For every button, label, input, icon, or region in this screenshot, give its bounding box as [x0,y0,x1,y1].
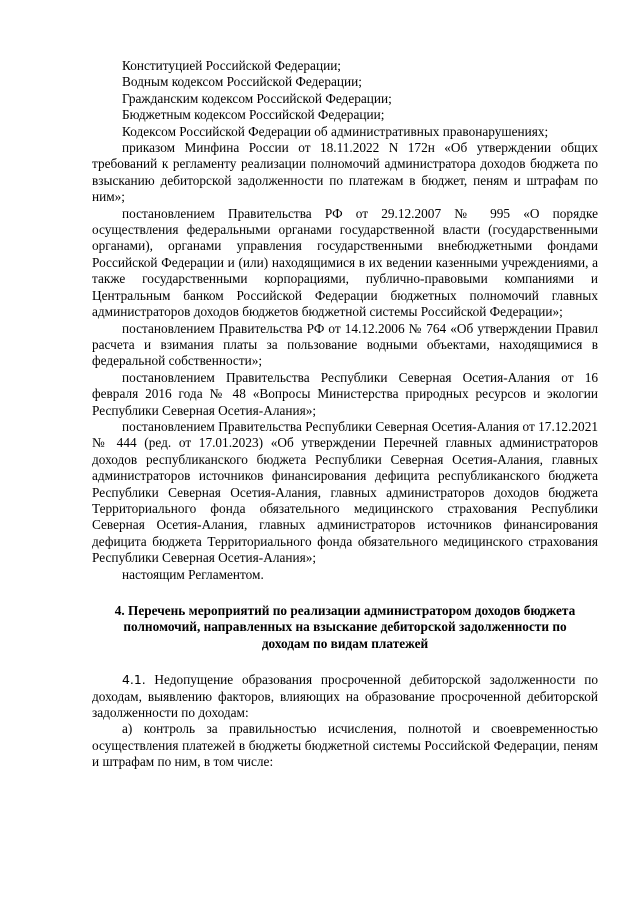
list-item: Конституцией Российской Федерации; [122,58,342,73]
clause-text: Недопущение образования просроченной дебиторской задолженности по доходам, выявлению факторов, влияющих на образование просроченной дебиторской задолженности по доходам: [92,672,598,721]
list-item: Гражданским кодексом Российской Федерации; [122,90,392,106]
list-item: постановлением Правительства Республики Северная Осетия-Алания от 16 февраля 2016 года № 48 «Вопросы Министерства природных ресурсов и экологии Республики Северная Осетия-Алания»; [92,369,598,418]
subclause-paragraph: а) контроль за правильностью исчисления, полнотой и своевременностью осуществления платежей в бюджеты бюджетной системы Российской Федерации, пеням и штрафам по ним, в том числе: [92,721,598,770]
list-item: приказом Минфина России от 18.11.2022 N 172н «Об утверждении общих требований к регламенту реализации полномочий администратора доходов бюджета по взысканию дебиторской задолженности по платежам в бюджет, пеням и штрафам по ним»; [92,140,598,205]
spacer [92,652,598,672]
document-page [92,58,598,771]
list-item: постановлением Правительства Республики Северная Осетия-Алания от 17.12.2021 № 444 (ред. от 17.01.2023) «Об утверждении Перечней главных администраторов доходов республиканского бюджета Республики Северная Осетия-Алания, главных администраторов источников финансирования дефицита республиканского бюджета Республики Северная Осетия-Алания, главных администраторов доходов бюджета Территориального фонда обязательного медицинского страхования Республики Северная Осетия-Алания, главных администраторов источников финансирования дефицита бюджета Территориального фонда обязательного медицинского страхования Республики Северная Осетия-Алания»; [92,418,598,566]
list-item: Кодексом Российской Федерации об административных правонарушениях; [122,123,549,139]
list-item: постановлением Правительства РФ от 29.12.2007 № 995 «О порядке осуществления федеральными органами государственной власти (государственными органами), органами управления государственными внебюджетными фондами Российской Федерации и (или) находящимися в их ведении казенными учреждениями, а также государственными корпорациями, публично-правовыми компаниями и Центральным банком Российской Федерации бюджетных полномочий главных администраторов доходов бюджетов бюджетной системы Российской Федерации»; [92,205,598,320]
list-item: Бюджетным кодексом Российской Федерации; [122,107,385,123]
list-item: настоящим Регламентом. [122,566,264,582]
list-item: Водным кодексом Российской Федерации; [122,74,362,90]
section-heading: 4. Перечень мероприятий по реализации администратором доходов бюджета полномочий, направленных на взыскание дебиторской задолженности по доходам по видам платежей [114,603,576,651]
list-item: постановлением Правительства РФ от 14.12.2006 № 764 «Об утверждении Правил расчета и взимания платы за пользование водными объектами, находящимися в федеральной собственности»; [92,320,598,369]
clause-number: 4.1. [122,672,146,688]
clause-paragraph [92,672,598,721]
